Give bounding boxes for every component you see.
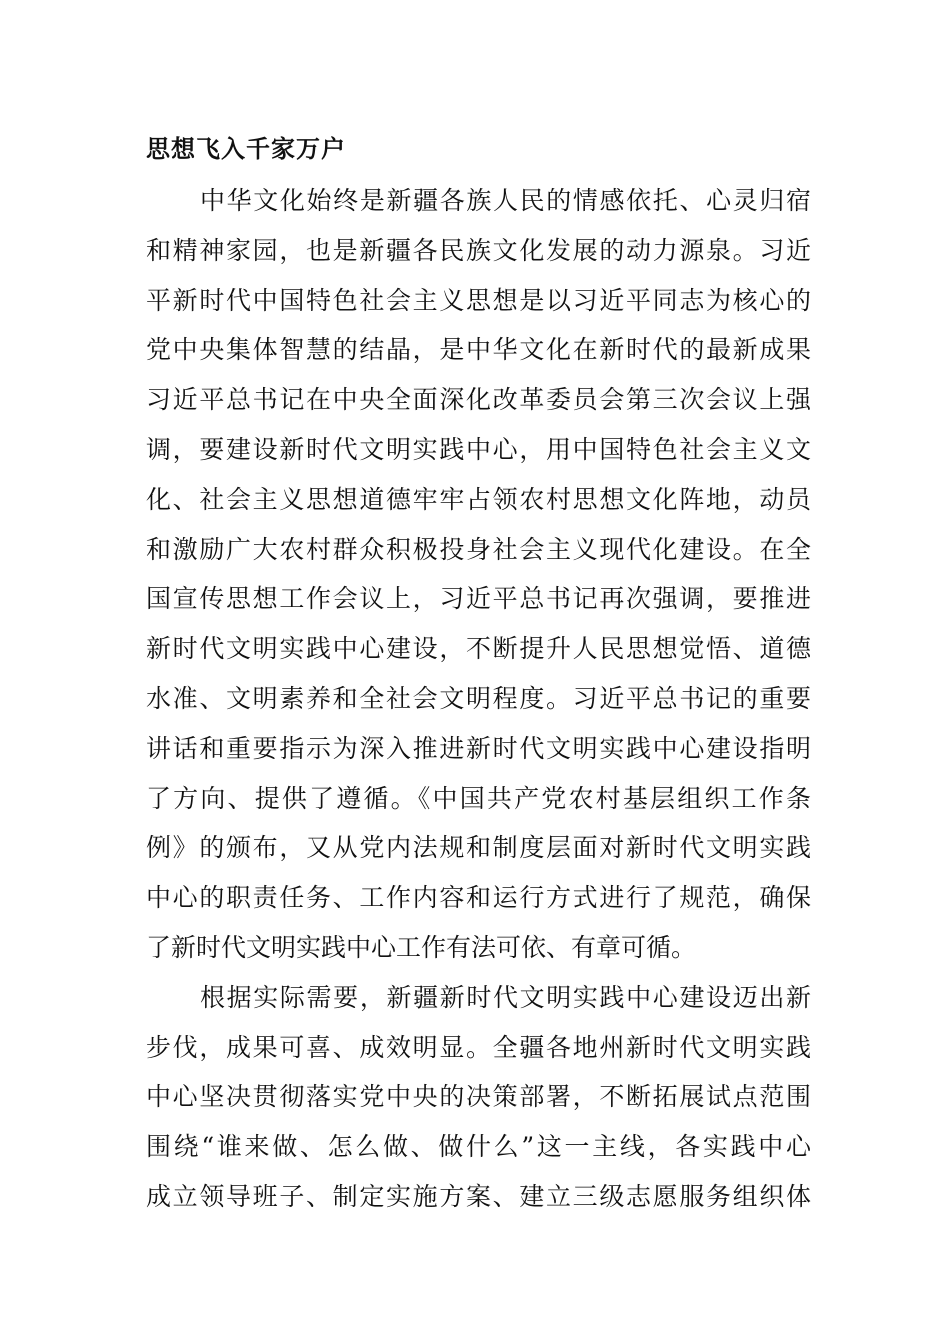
- text-line: 了新时代文明实践中心工作有法可依、有章可循。: [146, 932, 697, 962]
- text-line: 水准、文明素养和全社会文明程度。习近平总书记的重要: [146, 683, 811, 713]
- text-line: 了方向、提供了遵循。《中国共产党农村基层组织工作条: [146, 783, 811, 813]
- text-line: 成立领导班子、制定实施方案、建立三级志愿服务组织体: [146, 1181, 811, 1211]
- text-line: 中心的职责任务、工作内容和运行方式进行了规范，确保: [146, 883, 811, 913]
- text-line: 中华文化始终是新疆各族人民的情感依托、心灵归宿: [200, 186, 811, 215]
- text-line: 化、社会主义思想道德牢牢占领农村思想文化阵地，动员: [146, 484, 811, 514]
- text-line: 和精神家园，也是新疆各民族文化发展的动力源泉。习近: [146, 235, 811, 265]
- text-line: 新时代文明实践中心建设，不断提升人民思想觉悟、道德: [146, 634, 811, 664]
- text-line: 例》的颁布，又从党内法规和制度层面对新时代文明实践: [146, 833, 811, 863]
- section-heading: 思想飞入千家万户: [146, 135, 346, 163]
- text-line: 围绕“谁来做、怎么做、做什么”这一主线，各实践中心: [146, 1132, 811, 1162]
- text-line: 国宣传思想工作会议上，习近平总书记再次强调，要推进: [146, 584, 811, 614]
- text-line: 平新时代中国特色社会主义思想是以习近平同志为核心的: [146, 285, 811, 315]
- text-line: 党中央集体智慧的结晶，是中华文化在新时代的最新成果: [146, 335, 811, 365]
- text-line: 讲话和重要指示为深入推进新时代文明实践中心建设指明: [146, 733, 811, 763]
- text-line: 根据实际需要，新疆新时代文明实践中心建设迈出新: [200, 982, 811, 1012]
- text-line: 和激励广大农村群众积极投身社会主义现代化建设。在全: [146, 534, 811, 564]
- text-line: 调，要建设新时代文明实践中心，用中国特色社会主义文: [146, 434, 811, 464]
- text-line: 步伐，成果可喜、成效明显。全疆各地州新时代文明实践: [146, 1032, 811, 1062]
- text-line: 中心坚决贯彻落实党中央的决策部署，不断拓展试点范围: [146, 1082, 811, 1112]
- body-text: [146, 176, 811, 1222]
- text-line: 习近平总书记在中央全面深化改革委员会第三次会议上强: [146, 385, 811, 415]
